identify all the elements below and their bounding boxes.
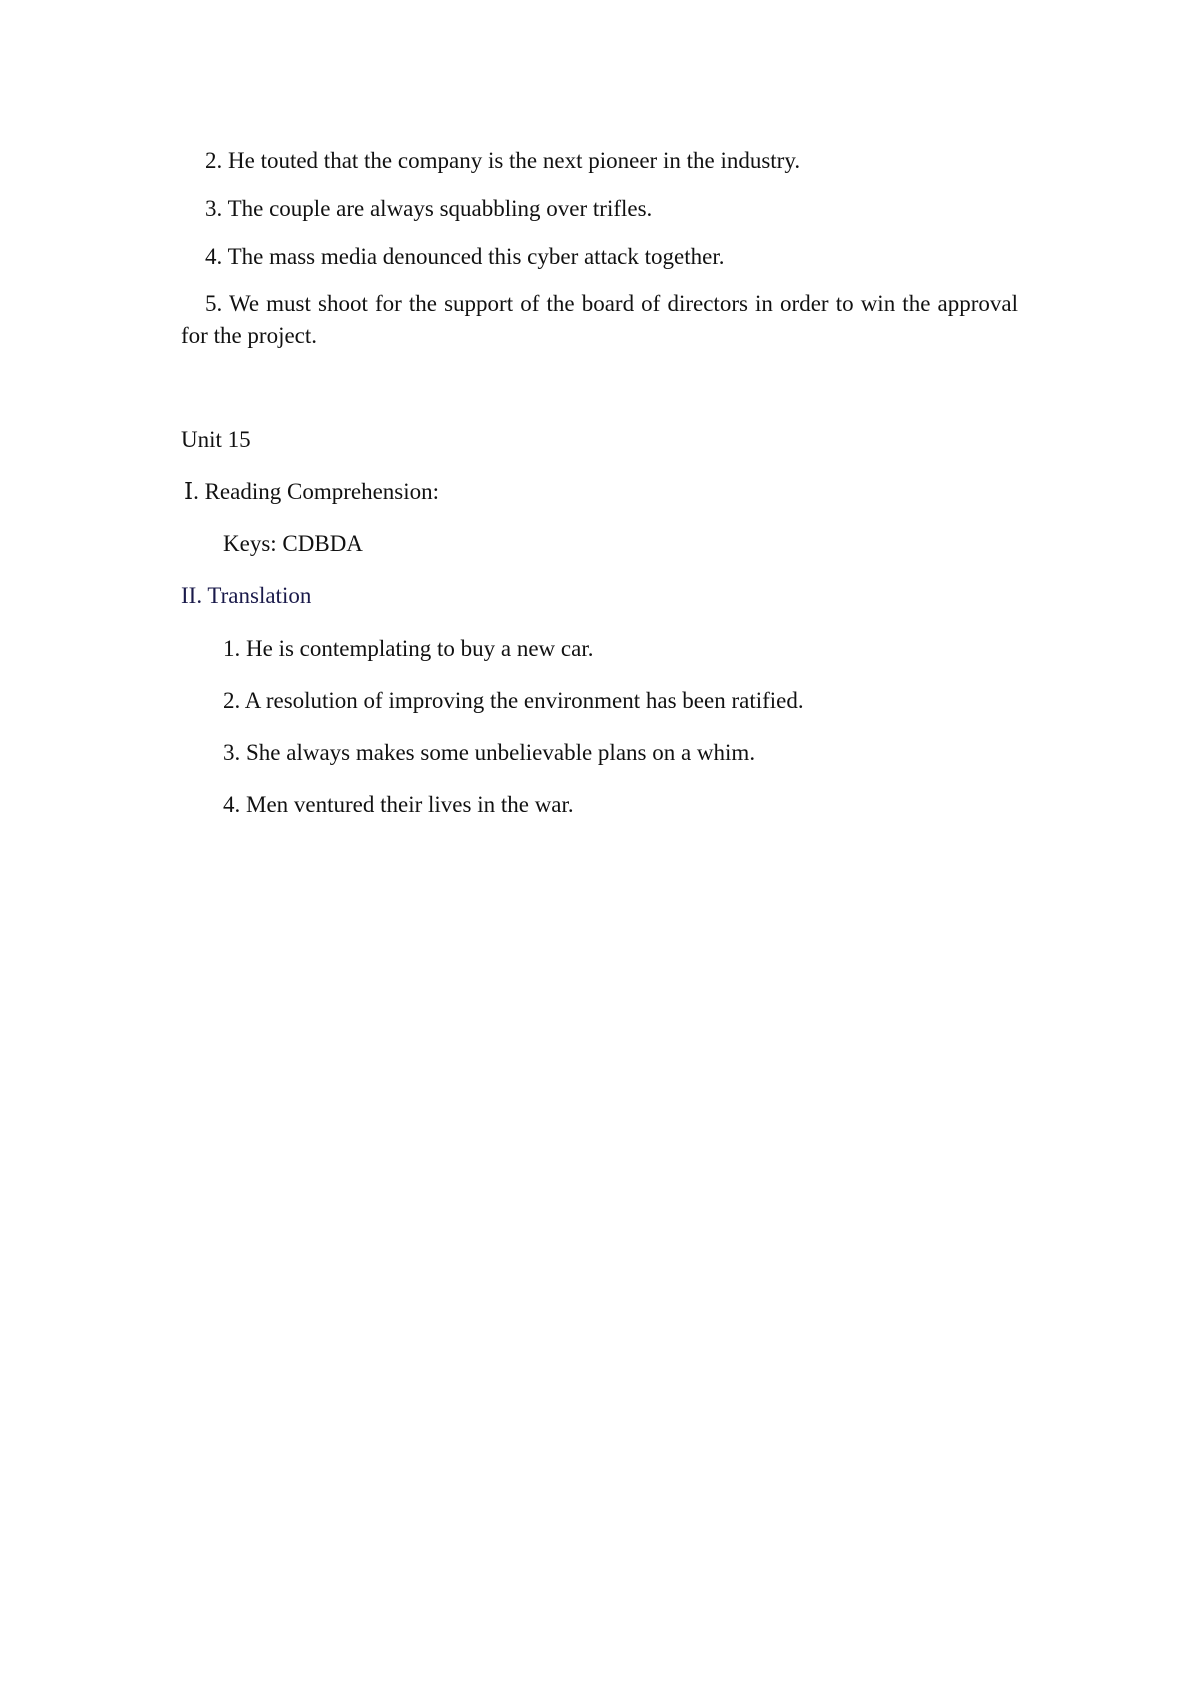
translation-item: 4. The mass media denounced this cyber attack together. [205,244,725,269]
translation-item: 4. Men ventured their lives in the war. [223,792,574,817]
section-heading-translation: II. Translation [181,583,312,608]
translation-item: 3. She always makes some unbelievable plans on a whim. [223,740,756,765]
translation-item: 5. We must shoot for the support of the board of directors in order to win the approval for the project. [181,291,1018,348]
section-heading-reading: Ⅰ. Reading Comprehension: [184,479,440,504]
translation-item: 1. He is contemplating to buy a new car. [223,636,594,661]
translation-item: 2. A resolution of improving the environment has been ratified. [223,688,804,713]
translation-item: 3. The couple are always squabbling over trifles. [205,196,653,221]
translation-item: 2. He touted that the company is the next pioneer in the industry. [205,148,801,173]
unit-title: Unit 15 [181,427,251,452]
answer-keys: Keys: CDBDA [223,531,363,556]
